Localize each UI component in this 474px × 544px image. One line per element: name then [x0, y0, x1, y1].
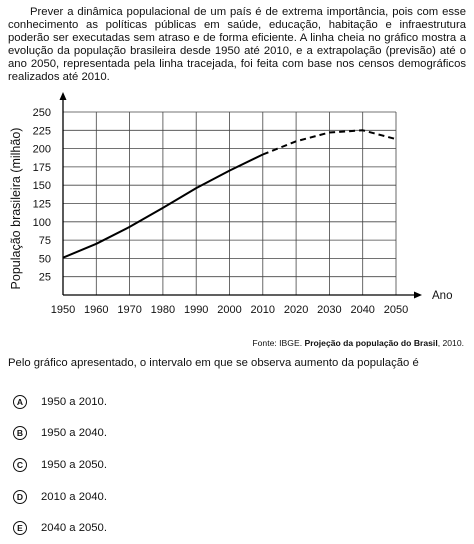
question-text: Pelo gráfico apresentado, o intervalo em que se observa aumento da população é — [8, 357, 419, 369]
option-letter: D — [13, 490, 27, 504]
x-tick-label: 1970 — [117, 304, 142, 316]
option-text: 2010 a 2040. — [41, 490, 107, 503]
option-text: 1950 a 2040. — [41, 427, 107, 440]
source-suffix: , 2010. — [437, 338, 464, 348]
option-letter: A — [13, 395, 27, 409]
x-tick-label: 2000 — [217, 304, 242, 316]
y-tick-label: 150 — [32, 180, 51, 193]
y-tick-label: 225 — [32, 125, 51, 138]
y-tick-label: 250 — [32, 107, 51, 119]
x-tick-label: 2050 — [383, 304, 409, 316]
option-b[interactable] — [13, 418, 107, 450]
intro-text: Prever a dinâmica populacional de um país é de extrema importância, pois com esse conhecimento as políticas públicas em saúde, educação, habitação e infraestrutura poderão ser executadas sem atraso e de forma eficiente. A linha cheia no gráfico mostra a evolução da população brasileira desde 1950 até 2010, e a extrapolação (previsão) até o ano 2050, representada pela linha tracejada, foi feita com base nos censos demográficos realizados até 2010. — [8, 6, 466, 83]
y-tick-label: 175 — [32, 161, 51, 174]
option-text: 1950 a 2050. — [41, 458, 107, 471]
option-letter: B — [13, 426, 27, 440]
y-tick-label: 75 — [38, 235, 51, 248]
option-letter: C — [13, 458, 27, 472]
x-axis-label: Ano — [432, 290, 453, 302]
y-tick-label: 125 — [32, 198, 51, 211]
option-d[interactable] — [13, 481, 107, 513]
source-title: Projeção da população do Brasil — [304, 338, 438, 348]
chart-source — [252, 338, 464, 348]
x-tick-label: 2020 — [283, 304, 309, 316]
y-tick-label: 25 — [38, 271, 51, 284]
x-tick-label: 1980 — [150, 304, 176, 316]
option-letter: E — [13, 521, 27, 535]
x-tick-label: 1990 — [183, 304, 209, 316]
x-axis-arrow — [414, 292, 422, 299]
x-tick-label: 2040 — [350, 304, 375, 316]
y-tick-label: 100 — [32, 216, 51, 229]
option-a[interactable] — [13, 386, 107, 418]
x-tick-label: 2010 — [250, 304, 276, 316]
x-tick-label: 1960 — [84, 304, 109, 316]
option-e[interactable] — [13, 512, 107, 544]
source-prefix: Fonte: IBGE. — [252, 338, 305, 348]
y-axis-arrow — [60, 92, 67, 100]
option-c[interactable] — [13, 449, 107, 481]
y-axis-label: População brasileira (milhão) — [9, 127, 23, 290]
y-tick-label: 200 — [32, 143, 51, 156]
option-text: 2040 a 2050. — [41, 522, 107, 535]
population-chart — [0, 88, 474, 338]
option-text: 1950 a 2010. — [41, 395, 107, 408]
x-tick-label: 2030 — [317, 304, 342, 316]
answer-options — [13, 386, 107, 544]
x-tick-label: 1950 — [50, 304, 76, 316]
y-tick-label: 50 — [38, 253, 51, 266]
